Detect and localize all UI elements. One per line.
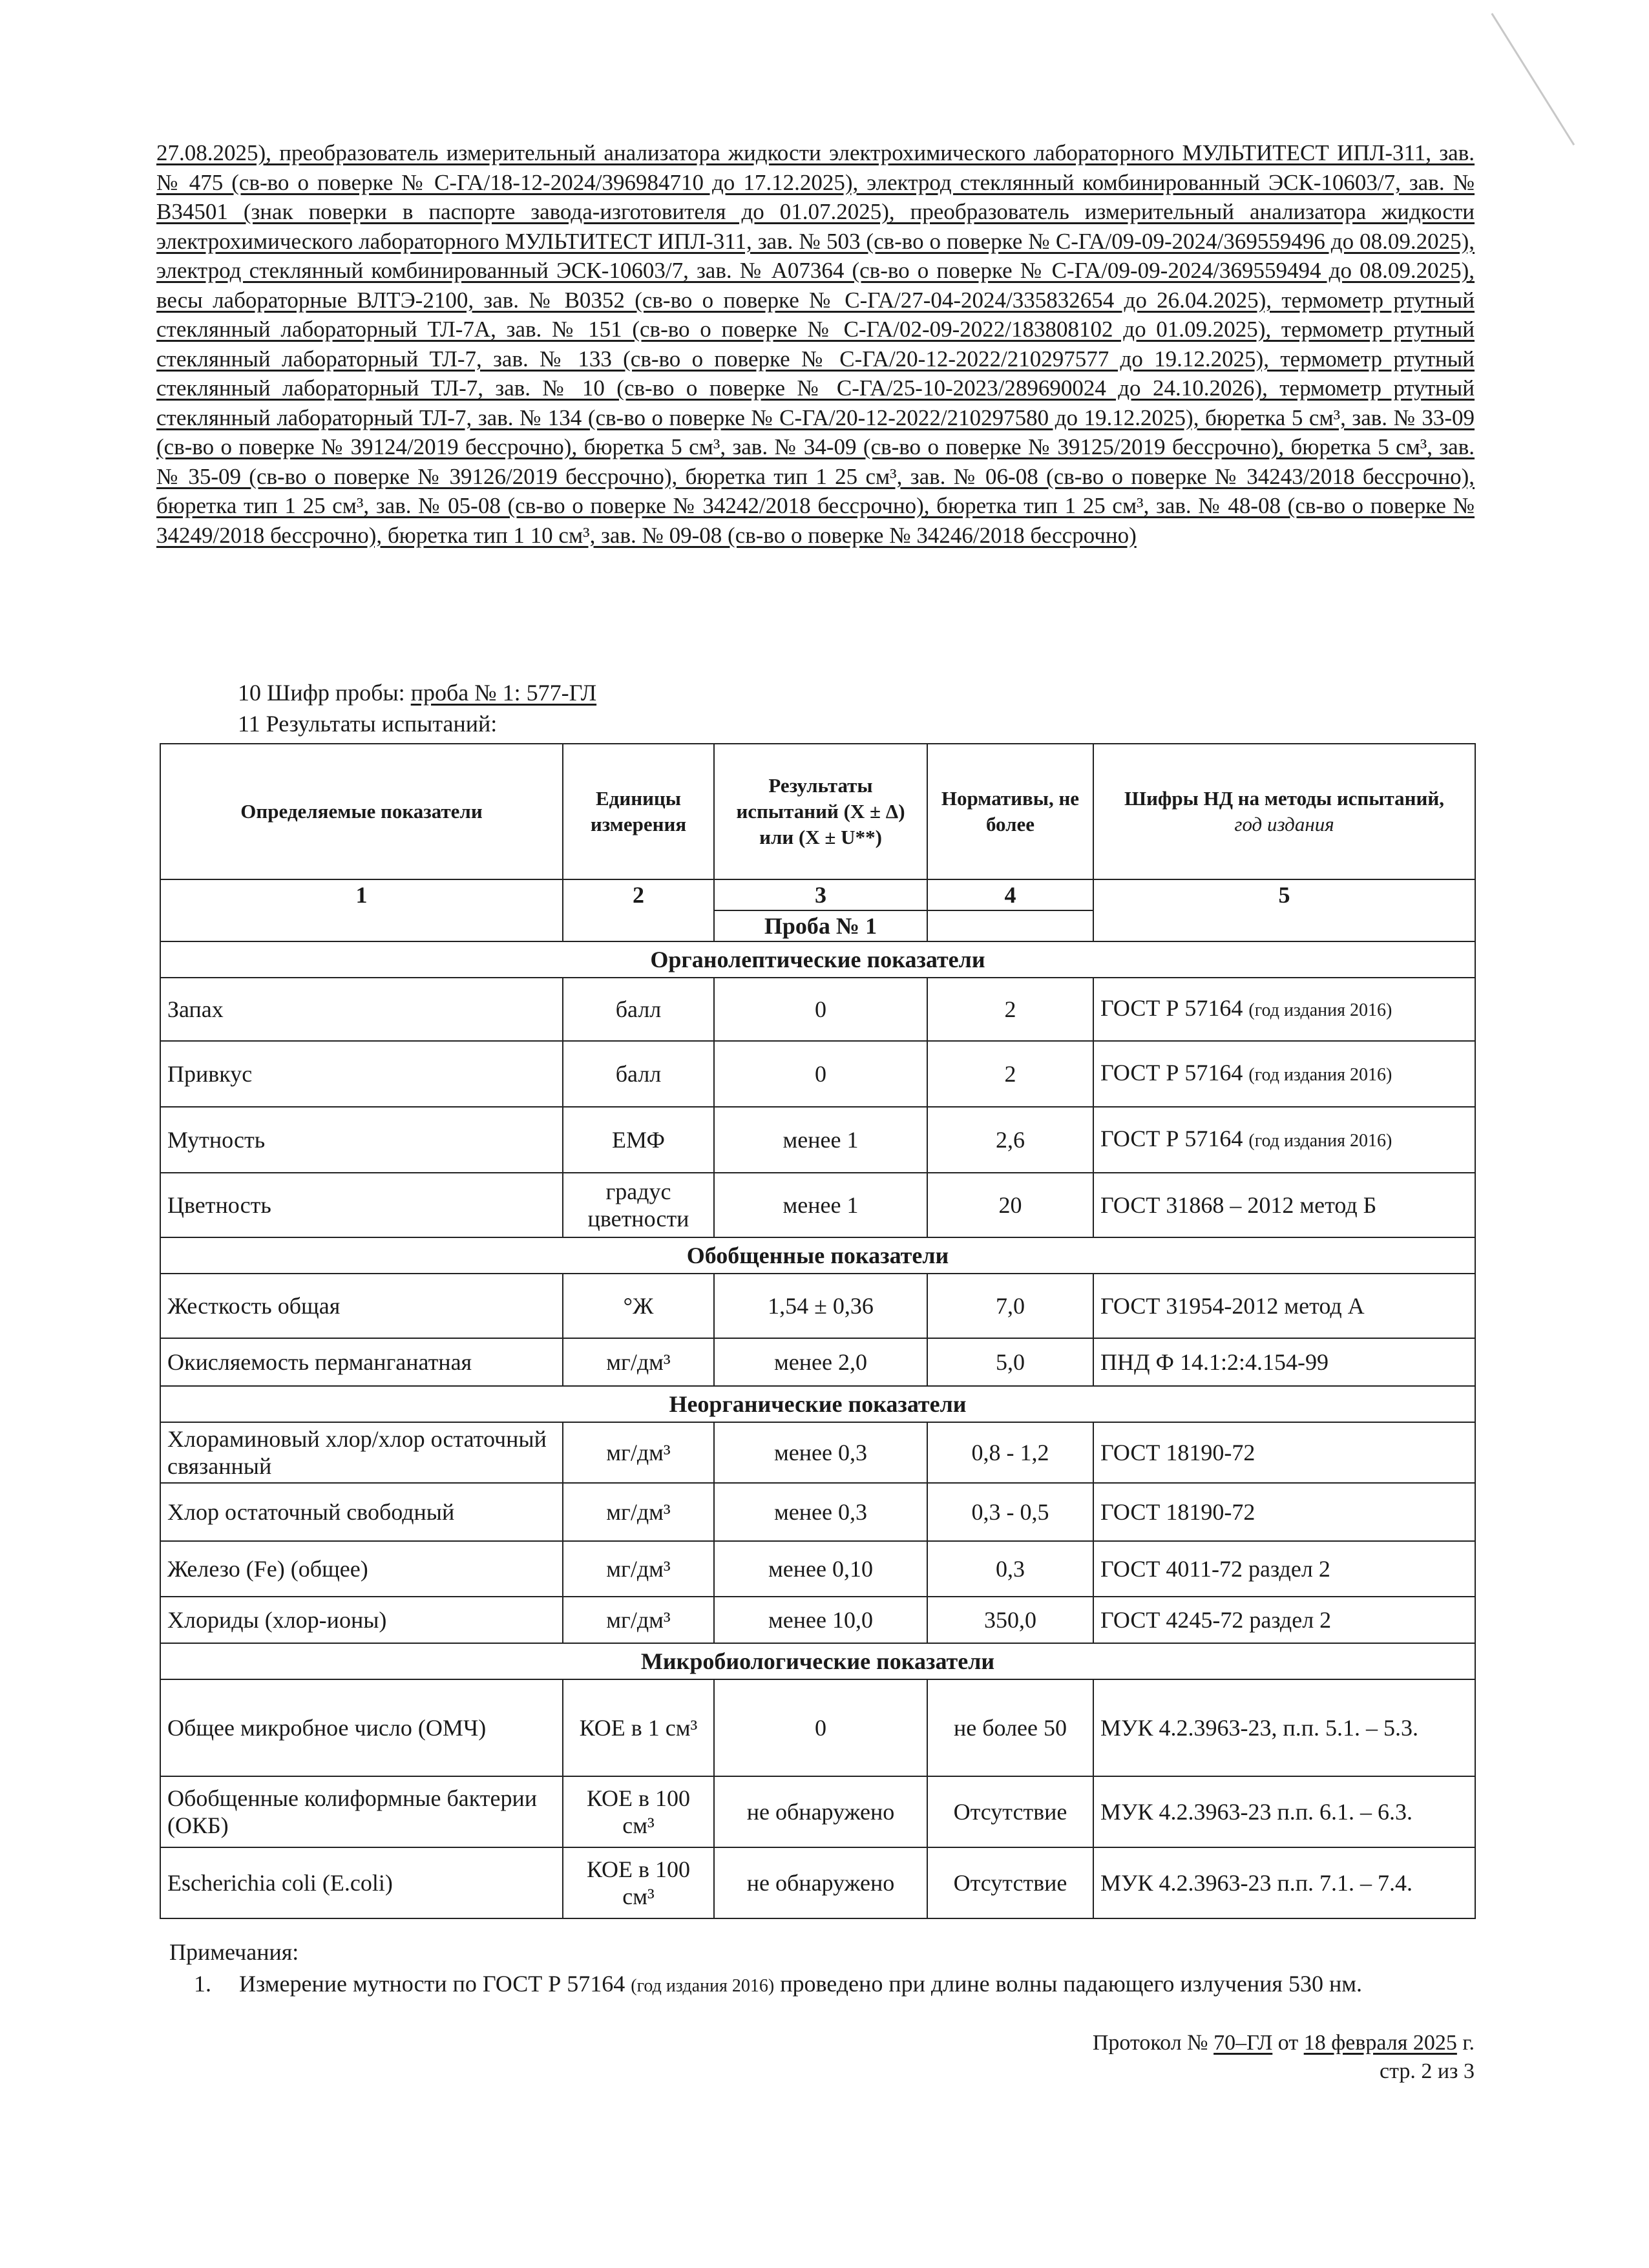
cell-unit: мг/дм³ (563, 1483, 714, 1541)
cell-norm: Отсутствие (927, 1776, 1093, 1847)
cell-norm: 350,0 (927, 1597, 1093, 1643)
note-text-small: (год издания 2016) (631, 1976, 775, 1996)
equipment-list-text: 27.08.2025), преобразователь измерительный анализатора жидкости электрохимического лабораторного МУЛЬТИТЕСТ ИПЛ-311, зав. № 475 (св-во о поверке № С-ГА/18-12-2024/396984710 до 17.12.2025), электрод стеклянный комбинированный ЭСК-10603/7, зав. № В34501 (знак поверки в паспорте завода-изготовителя до 01.07.2025), преобразователь измерительный анализатора жидкости электрохимического лабораторного МУЛЬТИТЕСТ ИПЛ-311, зав. № 503 (св-во о поверке № С-ГА/09-09-2024/369559496 до 08.09.2025), электрод стеклянный комбинированный ЭСК-10603/7, зав. № А07364 (св-во о поверке № С-ГА/09-09-2024/369559494 до 08.09.2025), весы лабораторные ВЛТЭ-2100, зав. № В0352 (св-во о поверке № С-ГА/27-04-2024/335832654 до 26.04.2025), термометр ртутный стеклянный лабораторный ТЛ-7А, зав. № 151 (св-во о поверке № С-ГА/02-09-2022/183808102 до 01.09.2025), термометр ртутный стеклянный лабораторный ТЛ-7, зав. № 133 (св-во о поверке № С-ГА/20-12-2022/210297577 до 19.12.2025), термометр ртутный стеклянный лабораторный ТЛ-7, зав. № 10 (св-во о поверке № С-ГА/25-10-2023/289690024 до 24.10.2026), термометр ртутный стеклянный лабораторный ТЛ-7, зав. № 134 (св-во о поверке № С-ГА/20-12-2022/210297580 до 19.12.2025), бюретка 5 см³, зав. № 33-09 (св-во о поверке № 39124/2019 бессрочно), бюретка 5 см³, зав. № 34-09 (св-во о поверке № 39125/2019 бессрочно), бюретка 5 см³, зав. № 35-09 (св-во о поверке № 39126/2019 бессрочно), бюретка тип 1 25 см³, зав. № 06-08 (св-во о поверке № 34243/2018 бессрочно), бюретка тип 1 25 см³, зав. № 05-08 (св-во о поверке № 34242/2018 бессрочно), бюретка тип 1 25 см³, зав. № 48-08 (св-во о поверке № 34249/2018 бессрочно), бюретка тип 1 10 см³, зав. № 09-08 (св-во о поверке № 34246/2018 бессрочно) (156, 140, 1475, 548)
cell-nd-code: ГОСТ 18190-72 (1100, 1499, 1255, 1525)
cell-result: не обнаружено (714, 1847, 927, 1918)
cell-norm: 2 (927, 1041, 1093, 1107)
col-number: 1 (160, 879, 563, 941)
scan-edge-artifact (1491, 13, 1575, 145)
cell-result: 0 (714, 978, 927, 1041)
cell-norm: 5,0 (927, 1338, 1093, 1386)
page-footer (1093, 2029, 1475, 2086)
section-title: Обобщенные показатели (160, 1237, 1475, 1274)
table-body (160, 941, 1475, 1918)
cell-indicator: Escherichia coli (E.coli) (160, 1847, 563, 1918)
cell-indicator: Жесткость общая (160, 1274, 563, 1338)
protocol-date: 18 февраля 2025 (1303, 2031, 1457, 2055)
sample-cipher-label: 10 Шифр пробы: (238, 680, 411, 706)
header-nd-main: Шифры НД на методы испытаний, (1124, 787, 1444, 810)
sample-label-empty (927, 910, 1093, 941)
cell-result: менее 1 (714, 1107, 927, 1173)
cell-indicator: Хлораминовый хлор/хлор остаточный связанный (160, 1422, 563, 1483)
cell-unit: градус цветности (563, 1173, 714, 1237)
section-title: Микробиологические показатели (160, 1643, 1475, 1679)
col-number: 3 (714, 879, 927, 910)
cell-unit: °Ж (563, 1274, 714, 1338)
cell-indicator: Хлориды (хлор-ионы) (160, 1597, 563, 1643)
cell-result: менее 0,3 (714, 1483, 927, 1541)
cell-result: менее 10,0 (714, 1597, 927, 1643)
cell-nd-code: ПНД Ф 14.1:2:4.154-99 (1100, 1349, 1329, 1375)
cell-indicator: Привкус (160, 1041, 563, 1107)
table-row (160, 1483, 1475, 1541)
col-number: 2 (563, 879, 714, 941)
cell-nd (1093, 978, 1475, 1041)
cell-norm: Отсутствие (927, 1847, 1093, 1918)
section-title: Неорганические показатели (160, 1386, 1475, 1422)
cell-nd (1093, 1041, 1475, 1107)
table-row (160, 1107, 1475, 1173)
cell-indicator: Запах (160, 978, 563, 1041)
table-row (160, 1041, 1475, 1107)
cell-result: менее 0,3 (714, 1422, 927, 1483)
col-number: 4 (927, 879, 1093, 910)
cell-norm: 0,3 - 0,5 (927, 1483, 1093, 1541)
cell-nd-note: (год издания 2016) (1248, 1131, 1392, 1151)
cell-result: менее 0,10 (714, 1541, 927, 1597)
note-number: 1. (194, 1971, 211, 1997)
header-norms: Нормативы, не более (927, 744, 1093, 879)
cell-unit: ЕМФ (563, 1107, 714, 1173)
cell-nd (1093, 1847, 1475, 1918)
section-row (160, 1386, 1475, 1422)
cell-indicator: Общее микробное число (ОМЧ) (160, 1679, 563, 1776)
cell-nd (1093, 1679, 1475, 1776)
header-nd-year: год издания (1234, 813, 1334, 835)
cell-indicator: Обобщенные колиформные бактерии (ОКБ) (160, 1776, 563, 1847)
cell-result: менее 2,0 (714, 1338, 927, 1386)
cell-norm: 2 (927, 978, 1093, 1041)
table-row (160, 1422, 1475, 1483)
cell-nd (1093, 1422, 1475, 1483)
table-row (160, 978, 1475, 1041)
cell-indicator: Окисляемость перманганатная (160, 1338, 563, 1386)
table-row (160, 1679, 1475, 1776)
cell-nd-code: МУК 4.2.3963-23, п.п. 5.1. – 5.3. (1100, 1715, 1419, 1741)
cell-nd-code: МУК 4.2.3963-23 п.п. 6.1. – 6.3. (1100, 1799, 1413, 1825)
protocol-line (1093, 2029, 1475, 2057)
cell-nd-note: (год издания 2016) (1248, 1000, 1392, 1020)
note-text-before: Измерение мутности по ГОСТ Р 57164 (239, 1971, 631, 1997)
cell-nd-code: ГОСТ 31868 – 2012 метод Б (1100, 1192, 1377, 1218)
cell-indicator: Железо (Fe) (общее) (160, 1541, 563, 1597)
cell-nd-code: ГОСТ 4245-72 раздел 2 (1100, 1607, 1332, 1633)
cell-unit: КОЕ в 100 см³ (563, 1776, 714, 1847)
cell-norm: 2,6 (927, 1107, 1093, 1173)
results-table (160, 743, 1476, 1919)
table-header-row (160, 744, 1475, 879)
cell-result: 0 (714, 1041, 927, 1107)
cell-indicator: Мутность (160, 1107, 563, 1173)
section-row (160, 1643, 1475, 1679)
cell-nd (1093, 1338, 1475, 1386)
header-indicator: Определяемые показатели (160, 744, 563, 879)
cell-norm: 7,0 (927, 1274, 1093, 1338)
cell-nd (1093, 1541, 1475, 1597)
cell-nd (1093, 1483, 1475, 1541)
section-row (160, 1237, 1475, 1274)
notes-title: Примечания: (169, 1939, 299, 1965)
column-number-row (160, 879, 1475, 910)
protocol-prefix: Протокол № (1092, 2031, 1214, 2055)
header-results: Результаты испытаний (X ± Δ) или (X ± U**) (714, 744, 927, 879)
header-nd (1093, 744, 1475, 879)
table-row (160, 1541, 1475, 1597)
sample-label: Проба № 1 (714, 910, 927, 941)
protocol-mid: от (1272, 2031, 1304, 2055)
col-number: 5 (1093, 879, 1475, 941)
results-title: 11 Результаты испытаний: (238, 711, 498, 737)
cell-nd-code: ГОСТ Р 57164 (1100, 995, 1243, 1021)
cell-result: не обнаружено (714, 1776, 927, 1847)
cell-unit: КОЕ в 100 см³ (563, 1847, 714, 1918)
cell-unit: мг/дм³ (563, 1597, 714, 1643)
cell-unit: мг/дм³ (563, 1541, 714, 1597)
cell-unit: мг/дм³ (563, 1422, 714, 1483)
header-units: Единицы измерения (563, 744, 714, 879)
protocol-number: 70–ГЛ (1213, 2031, 1273, 2055)
protocol-suffix: г. (1456, 2031, 1475, 2055)
cell-nd-note: (год издания 2016) (1248, 1065, 1392, 1085)
sample-cipher-line (238, 678, 596, 707)
note-item (194, 1968, 1475, 2002)
section-row (160, 941, 1475, 978)
table-row (160, 1597, 1475, 1643)
cell-nd-code: ГОСТ 31954-2012 метод А (1100, 1293, 1365, 1319)
cell-nd (1093, 1173, 1475, 1237)
sample-cipher-value: проба № 1: 577-ГЛ (410, 680, 597, 706)
cell-norm: 20 (927, 1173, 1093, 1237)
table-row (160, 1776, 1475, 1847)
cell-unit: балл (563, 978, 714, 1041)
note-text-after: проведено при длине волны падающего излучения 530 нм. (774, 1971, 1363, 1997)
cell-norm: 0,8 - 1,2 (927, 1422, 1093, 1483)
cell-nd (1093, 1776, 1475, 1847)
cell-indicator: Цветность (160, 1173, 563, 1237)
cell-nd (1093, 1597, 1475, 1643)
cell-nd-code: ГОСТ 4011-72 раздел 2 (1100, 1556, 1330, 1582)
cell-nd-code: ГОСТ 18190-72 (1100, 1440, 1255, 1465)
note-text (239, 1968, 1475, 2002)
cell-nd (1093, 1274, 1475, 1338)
cell-norm: не более 50 (927, 1679, 1093, 1776)
cell-unit: КОЕ в 1 см³ (563, 1679, 714, 1776)
cell-nd (1093, 1107, 1475, 1173)
cell-norm: 0,3 (927, 1541, 1093, 1597)
cell-nd-code: МУК 4.2.3963-23 п.п. 7.1. – 7.4. (1100, 1870, 1413, 1896)
cell-result: 0 (714, 1679, 927, 1776)
table-row (160, 1173, 1475, 1237)
cell-unit: балл (563, 1041, 714, 1107)
cell-result: менее 1 (714, 1173, 927, 1237)
cell-nd-code: ГОСТ Р 57164 (1100, 1126, 1243, 1151)
cell-result: 1,54 ± 0,36 (714, 1274, 927, 1338)
cell-indicator: Хлор остаточный свободный (160, 1483, 563, 1541)
table-row (160, 1847, 1475, 1918)
table-row (160, 1338, 1475, 1386)
cell-unit: мг/дм³ (563, 1338, 714, 1386)
cell-nd-code: ГОСТ Р 57164 (1100, 1060, 1243, 1086)
table-row (160, 1274, 1475, 1338)
page-number: стр. 2 из 3 (1380, 2059, 1475, 2083)
section-title: Органолептические показатели (160, 941, 1475, 978)
